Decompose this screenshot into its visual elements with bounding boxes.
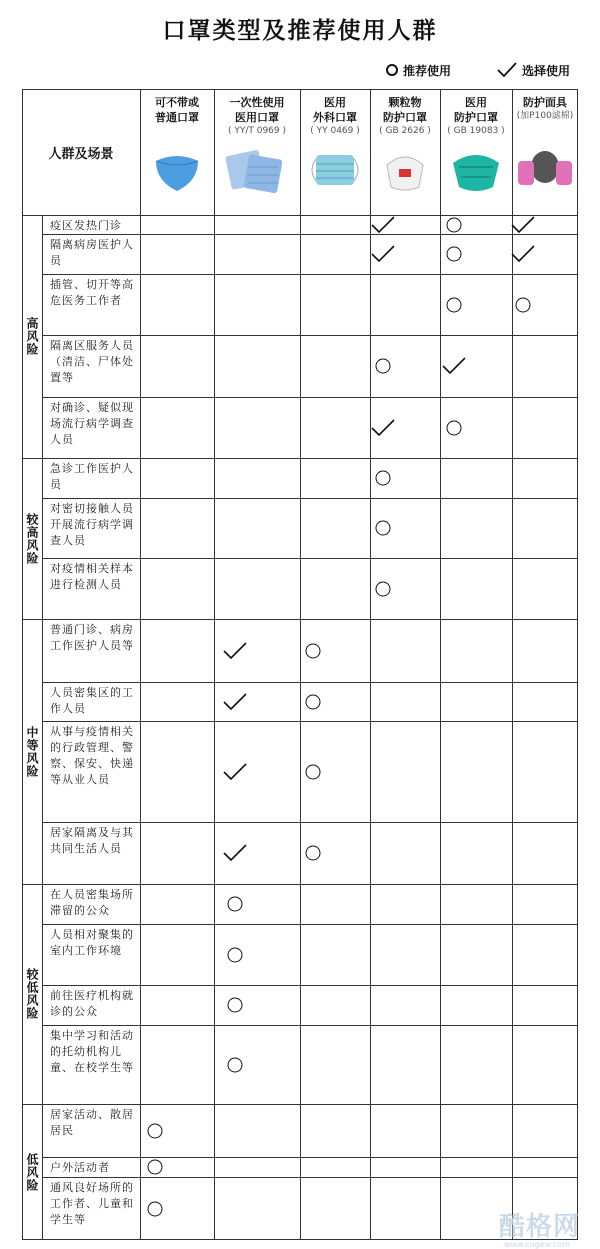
row-label: 前往医疗机构就诊的公众	[50, 989, 134, 1018]
row-label: 在人员密集场所滞留的公众	[50, 888, 134, 917]
column-header-particulate	[370, 89, 440, 215]
column-title: 一次性使用 医用口罩	[229, 96, 285, 124]
risk-level-label: 低风险	[25, 1152, 39, 1192]
optional-check-icon	[370, 419, 396, 437]
recommend-circle-icon	[148, 1123, 163, 1138]
sponge-mask-icon	[152, 147, 202, 201]
surgical-mask-icon	[308, 147, 362, 197]
row-label: 对确诊、疑似现场流行病学调查人员	[50, 401, 134, 446]
risk-level-label: 高风险	[25, 317, 39, 356]
column-standard: ( YY 0469 )	[310, 126, 360, 136]
optional-check-icon	[370, 245, 396, 263]
legend-optional-label: 选择使用	[522, 63, 571, 78]
row-label: 疫区发热门诊	[50, 219, 122, 232]
column-divider	[577, 89, 578, 1240]
recommend-circle-icon	[376, 581, 391, 596]
recommend-circle-icon	[447, 297, 462, 312]
recommend-circle-icon	[148, 1201, 163, 1216]
legend-recommend	[386, 60, 451, 80]
column-divider	[140, 89, 141, 1240]
gas-mask-icon	[516, 147, 574, 195]
column-title: 可不带或 普通口罩	[155, 96, 199, 124]
legend-optional	[496, 60, 570, 80]
optional-check-icon	[510, 245, 536, 263]
recommend-circle-icon	[306, 764, 321, 779]
risk-level-label: 中等风险	[25, 725, 39, 778]
page-title: 口罩类型及推荐使用人群	[162, 18, 438, 44]
row-label: 插管、切开等高危医务工作者	[50, 278, 134, 307]
watermark-brand: 酷格网	[498, 1212, 580, 1242]
column-standard: ( GB 2626 )	[379, 126, 431, 136]
circle-icon	[386, 64, 398, 76]
recommend-circle-icon	[516, 297, 531, 312]
column-standard: (加P100滤棉)	[516, 111, 574, 121]
row-label: 从事与疫情相关的行政管理、警察、保安、快递等从业人员	[50, 725, 134, 786]
recommend-circle-icon	[306, 643, 321, 658]
row-label: 居家活动、散居居民	[50, 1108, 134, 1137]
column-title: 颗粒物 防护口罩	[383, 96, 427, 124]
column-title: 医用 防护口罩	[454, 96, 498, 124]
row-label: 户外活动者	[50, 1161, 110, 1174]
row-label: 通风良好场所的工作者、儿童和学生等	[50, 1181, 134, 1226]
column-header-gas-mask	[512, 89, 578, 215]
row-label: 人员相对聚集的室内工作环境	[50, 928, 134, 957]
watermark-url: www.cogew.com	[503, 1240, 570, 1249]
optional-check-icon	[441, 357, 467, 375]
recommend-circle-icon	[447, 420, 462, 435]
column-title: 医用 外科口罩	[313, 96, 357, 124]
row-label: 普通门诊、病房工作医护人员等	[50, 623, 134, 652]
optional-check-icon	[370, 216, 396, 234]
recommend-circle-icon	[228, 897, 243, 912]
recommend-circle-icon	[228, 998, 243, 1013]
recommend-circle-icon	[228, 1057, 243, 1072]
column-header-disposable	[214, 89, 300, 215]
risk-level-label: 较高风险	[25, 512, 39, 565]
legend-recommend-label: 推荐使用	[403, 63, 452, 78]
check-icon	[496, 62, 518, 78]
column-standard: ( YY/T 0969 )	[227, 126, 287, 136]
recommend-circle-icon	[306, 694, 321, 709]
medical-respirator-icon	[449, 147, 503, 199]
recommend-circle-icon	[447, 217, 462, 232]
column-standard: ( GB 19083 )	[447, 126, 505, 136]
column-header-normal	[140, 89, 214, 215]
column-divider	[214, 89, 215, 1240]
recommend-circle-icon	[228, 947, 243, 962]
particulate-respirator-icon	[381, 147, 429, 199]
column-header-surgical	[300, 89, 370, 215]
row-label: 隔离病房医护人员	[50, 238, 134, 267]
row-label: 急诊工作医护人员	[50, 462, 134, 491]
table-border-top	[22, 89, 578, 90]
recommend-circle-icon	[376, 359, 391, 374]
optional-check-icon	[222, 763, 248, 781]
column-header-medical-respirator	[440, 89, 512, 215]
risk-level-label: 较低风险	[25, 968, 39, 1020]
mask-table	[22, 89, 578, 1231]
row-label: 集中学习和活动的托幼机构儿童、在校学生等	[50, 1029, 134, 1074]
row-label: 对疫情相关样本进行检测人员	[50, 562, 134, 591]
optional-check-icon	[222, 642, 248, 660]
recommend-circle-icon	[306, 846, 321, 861]
recommend-circle-icon	[148, 1160, 163, 1175]
row-label: 对密切接触人员开展流行病学调查人员	[50, 502, 134, 547]
row-label: 居家隔离及与其共同生活人员	[50, 826, 134, 855]
column-divider	[300, 89, 301, 1240]
row-label: 隔离区服务人员（清洁、尸体处置等	[50, 339, 134, 384]
recommend-circle-icon	[376, 521, 391, 536]
column-title: 防护面具	[523, 96, 567, 109]
optional-check-icon	[510, 216, 536, 234]
optional-check-icon	[222, 844, 248, 862]
row-label: 人员密集区的工作人员	[50, 686, 134, 715]
recommend-circle-icon	[447, 247, 462, 262]
column-divider	[440, 89, 441, 1240]
disposable-mask-icon	[224, 147, 290, 201]
recommend-circle-icon	[376, 471, 391, 486]
corner-header: 人群及场景	[48, 146, 114, 162]
optional-check-icon	[222, 693, 248, 711]
